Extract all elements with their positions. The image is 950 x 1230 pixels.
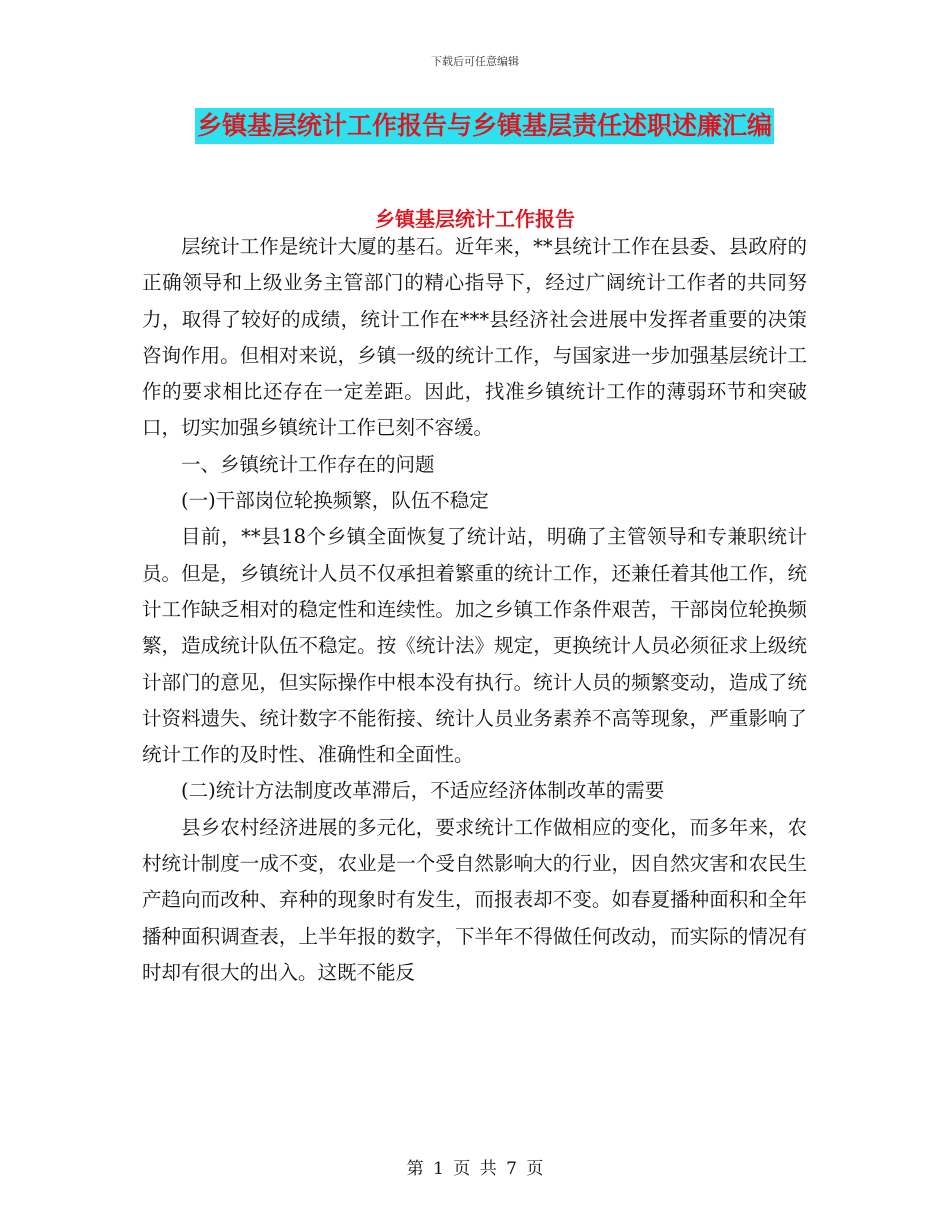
paragraph-staffing: 目前，**县18个乡镇全面恢复了统计站，明确了主管领导和专兼职统计员。但是，乡镇统计人员不仅承担着繁重的统计工作，还兼任着其他工作，统计工作缺乏相对的稳定性和连续性。加之乡镇工作条件艰苦，干部岗位轮换频繁，造成统计队伍不稳定。按《统计法》规定，更换统计人员必须征求上级统计部门的意见，但实际操作中根本没有执行。统计人员的频繁变动，造成了统计资料遗失、统计数字不能衔接、统计人员业务素养不高等现象，严重影响了统计工作的及时性、准确性和全面性。 bbox=[142, 525, 807, 767]
heading-problems: 一、乡镇统计工作存在的问题 bbox=[181, 452, 435, 476]
subheading-2: (二)统计方法制度改革滞后，不适应经济体制改革的需要 bbox=[181, 779, 665, 803]
page-number-footer: 第 1 页 共 7 页 bbox=[406, 1159, 544, 1179]
paragraph-intro: 层统计工作是统计大厦的基石。近年来，**县统计工作在县委、县政府的正确领导和上级业务主管部门的精心指导下，经过广阔统计工作者的共同努力，取得了较好的成绩，统计工作在***县经济社会进展中发挥者重要的决策咨询作用。但相对来说，乡镇一级的统计工作，与国家进一步加强基层统计工作的要求相比还存在一定差距。因此，找准乡镇统计工作的薄弱环节和突破口，切实加强乡镇统计工作已刻不容缓。 bbox=[142, 235, 807, 440]
page-header-note: 下载后可任意编辑 bbox=[431, 55, 519, 68]
subheading-1: (一)干部岗位轮换频繁，队伍不稳定 bbox=[181, 489, 489, 513]
paragraph-methods: 县乡农村经济进展的多元化，要求统计工作做相应的变化，而多年来，农村统计制度一成不变，农业是一个受自然影响大的行业，因自然灾害和农民生产趋向而改种、弃种的现象时有发生，而报表却不变。如春夏播种面积和全年播种面积调查表，上半年报的数字，下半年不得做任何改动，而实际的情况有时却有很大的出入。这既不能反 bbox=[142, 815, 807, 984]
document-title: 乡镇基层统计工作报告与乡镇基层责任述职述廉汇编 bbox=[195, 108, 774, 144]
document-body bbox=[142, 229, 807, 991]
section-title: 乡镇基层统计工作报告 bbox=[375, 207, 575, 231]
